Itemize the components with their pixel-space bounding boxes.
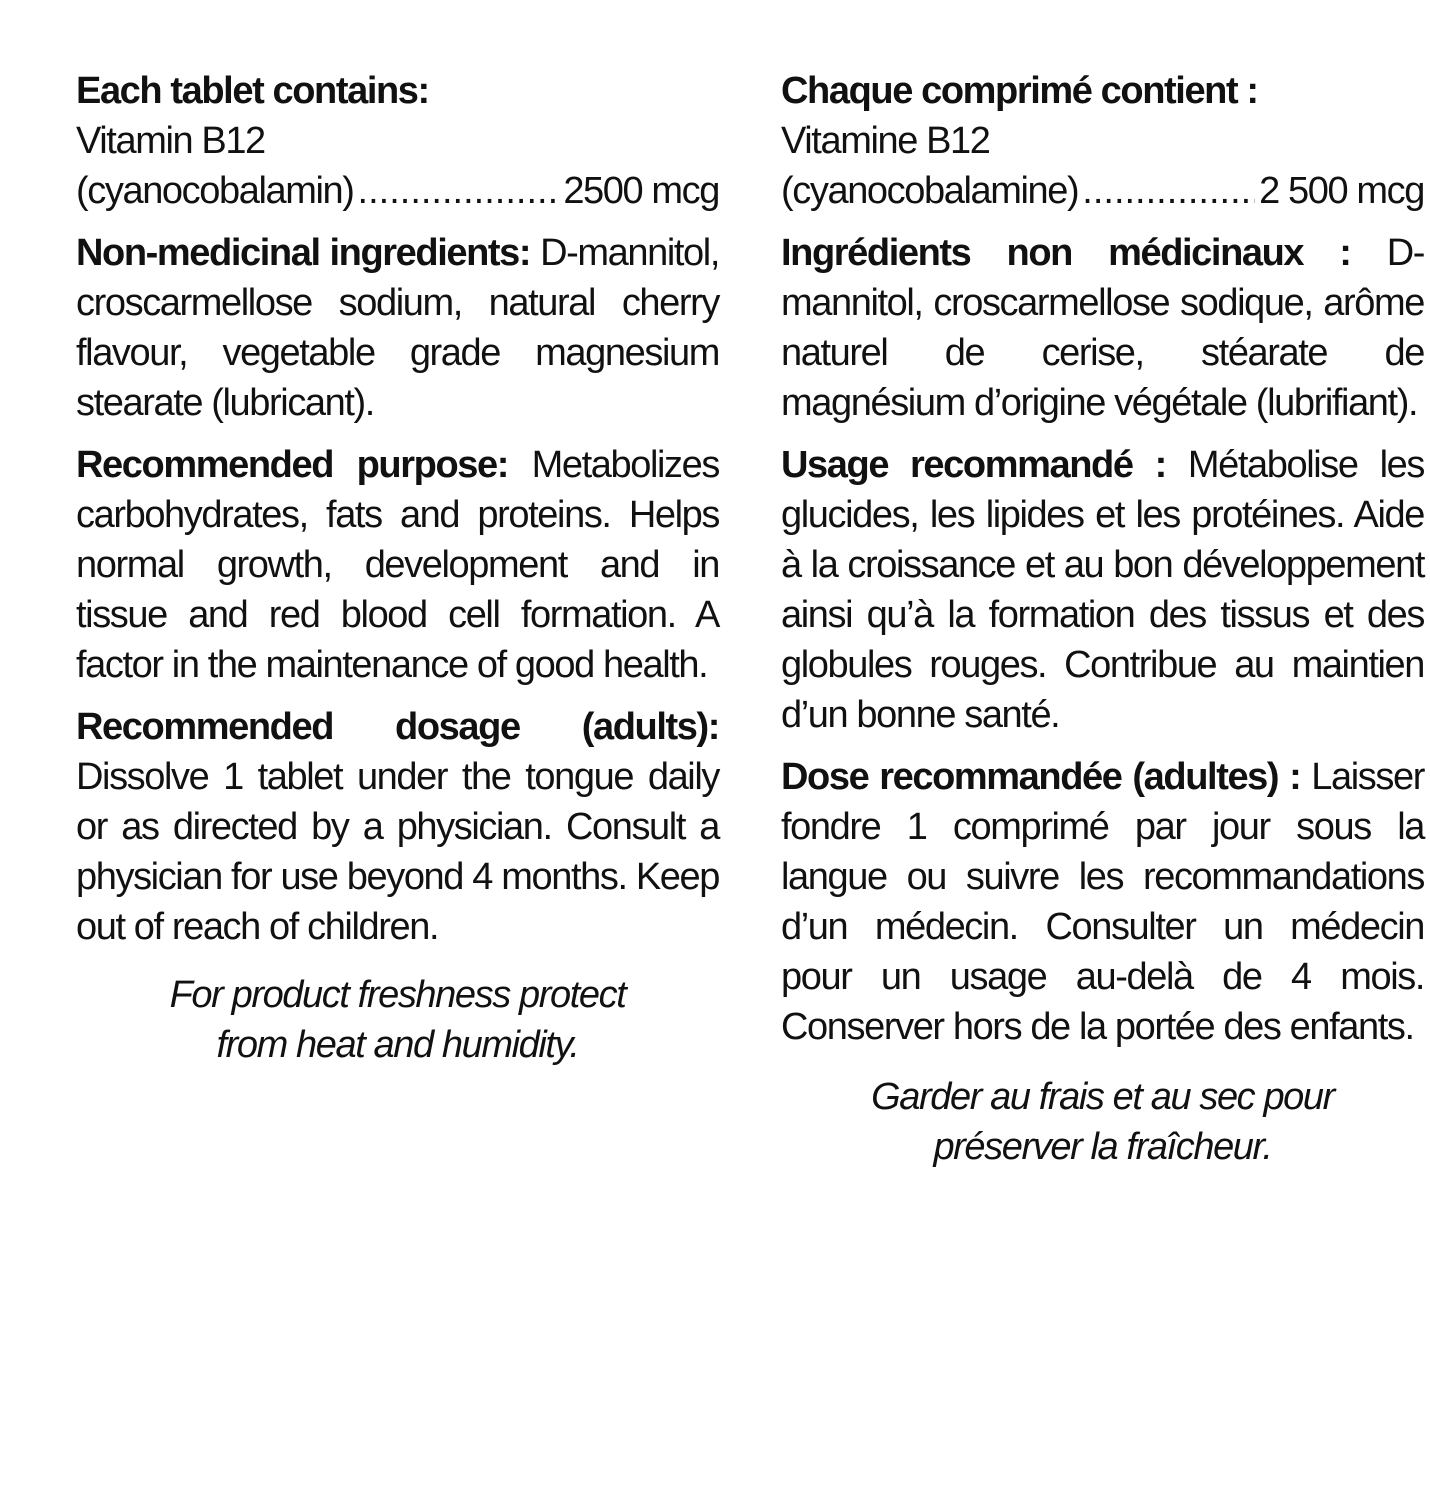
- ingredient-amount: 2500 mcg: [563, 170, 719, 212]
- storage-note: [76, 970, 719, 1070]
- storage-line-1: Garder au frais et au sec pour: [871, 1076, 1334, 1118]
- ingredient-name: Vitamin B12: [76, 120, 265, 162]
- purpose-label: Usage recommandé :: [781, 444, 1166, 486]
- non-medicinal-text: D-mannitol, croscarmellose sodique, arôme naturel de cerise, stéarate de magnésium d’origine végétale (lubrifiant).: [781, 232, 1424, 424]
- english-column: [76, 66, 719, 1070]
- purpose-text: Métabolise les glucides, les lipides et les protéines. Aide à la croissance et au bon développement ainsi qu’à la formation des tissus et des globules rouges. Contribue au maintien d’un bonne santé.: [781, 444, 1424, 736]
- purpose-label: Recommended purpose:: [76, 444, 508, 486]
- dosage-label: Recommended dosage (adults):: [76, 706, 719, 748]
- non-medicinal-label: Non-medicinal ingredients:: [76, 232, 531, 274]
- ingredient-row: [76, 166, 719, 216]
- french-column: [781, 66, 1424, 1172]
- non-medicinal-label: Ingrédients non médicinaux :: [781, 232, 1351, 274]
- storage-line-2: préserver la fraîcheur.: [933, 1126, 1272, 1168]
- ingredient-form: (cyanocobalamin): [76, 170, 354, 212]
- ingredient-form: (cyanocobalamine): [781, 170, 1079, 212]
- contains-heading: Each tablet contains:: [76, 70, 429, 112]
- recommended-dosage: [76, 702, 719, 952]
- storage-line-1: For product freshness protect: [169, 974, 626, 1016]
- dot-leader: [1082, 166, 1255, 216]
- purpose-text: Metabolizes carbohydrates, fats and proteins. Helps normal growth, development and in tissue and red blood cell formation. A factor in the maintenance of good health.: [76, 444, 719, 686]
- dosage-text: Laisser fondre 1 comprimé par jour sous la langue ou suivre les recommandations d’un médecin. Consulter un médecin pour un usage au-delà de 4 mois. Conserver hors de la portée des enfants.: [781, 756, 1424, 1048]
- recommended-dosage: [781, 752, 1424, 1052]
- non-medicinal-text: D-mannitol, croscarmellose sodium, natural cherry flavour, vegetable grade magnesium stearate (lubricant).: [76, 232, 719, 424]
- ingredient-amount: 2 500 mcg: [1259, 170, 1424, 212]
- non-medicinal-ingredients: [781, 228, 1424, 428]
- dosage-label: Dose recommandée (adultes) :: [781, 756, 1301, 798]
- recommended-purpose: [781, 440, 1424, 740]
- ingredient-name: Vitamine B12: [781, 120, 990, 162]
- dot-leader: [358, 166, 560, 216]
- non-medicinal-ingredients: [76, 228, 719, 428]
- contains-heading: Chaque comprimé contient :: [781, 70, 1258, 112]
- recommended-purpose: [76, 440, 719, 690]
- dosage-text: Dissolve 1 tablet under the tongue daily or as directed by a physician. Consult a physician for use beyond 4 months. Keep out of reach of children.: [76, 756, 719, 948]
- storage-note: [781, 1072, 1424, 1172]
- storage-line-2: from heat and humidity.: [216, 1024, 579, 1066]
- ingredient-row: [781, 166, 1424, 216]
